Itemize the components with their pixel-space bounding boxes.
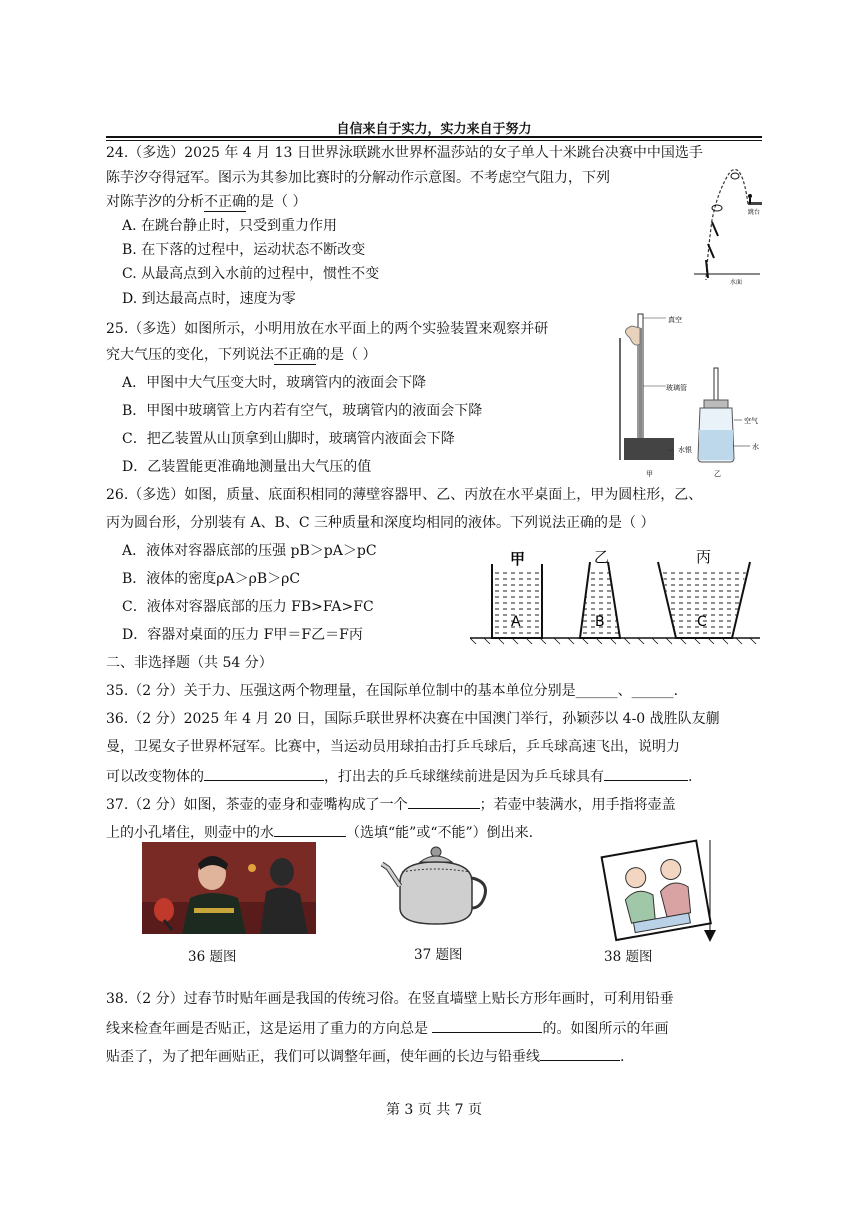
teapot-figure: [380, 842, 490, 932]
q24-option-b: B. 在下落的过程中，运动状态不断改变: [122, 242, 366, 258]
fig36-caption: 36 题图: [188, 949, 237, 965]
fig-yi-label: 乙: [714, 470, 721, 478]
q37-text-end: （选填“能”或“不能”）倒出来.: [346, 825, 534, 841]
q25-text-end: 的是（ ）: [316, 347, 377, 363]
vacuum-label: 真空: [668, 316, 682, 324]
q26-line1: 26.（多选）如图，质量、底面积相同的薄壁容器甲、乙、丙放在水平桌面上，甲为圆柱形，乙、: [106, 487, 703, 503]
q38-blank-2: [540, 1046, 620, 1061]
table-tennis-photo: [142, 842, 316, 934]
q25-line1: 25.（多选）如图所示，小明用放在水平面上的两个实验装置来观察并研: [106, 321, 549, 337]
glass-tube-label: 玻璃管: [666, 384, 687, 392]
q35-line1: 35.（2 分）关于力、压强这两个物理量，在国际单位制中的基本单位分别是______、______.: [106, 683, 679, 699]
new-year-painting-figure: [598, 834, 728, 944]
q26-option-c: C．液体对容器底部的压力 FB>FA>FC: [122, 599, 374, 615]
q36-line1: 36.（2 分）2025 年 4 月 20 日，国际乒联世界杯决赛在中国澳门举行，孙颖莎以 4-0 战胜队友蒯: [106, 711, 720, 727]
fig-yi: 乙: [594, 548, 610, 566]
q37-text-2: 上的小孔堵住，则壶中的水: [106, 825, 274, 841]
q37-text: 37.（2 分）如图，茶壶的壶身和壶嘴构成了一个: [106, 797, 408, 813]
q37-blank-1: [408, 794, 480, 809]
q24-text: 对陈芋汐的分析: [106, 194, 204, 210]
diver-figure: [690, 160, 770, 290]
q25-option-a: A．甲图中大气压变大时，玻璃管内的液面会下降: [122, 375, 427, 391]
q38-line1: 38.（2 分）过春节时贴年画是我国的传统习俗。在竖直墙壁上贴长方形年画时，可利用铅垂: [106, 991, 674, 1007]
q24-option-a: A. 在跳台静止时，只受到重力作用: [122, 218, 338, 234]
fig-jia-label: 甲: [646, 470, 653, 478]
q25-emphasis: 不正确: [274, 347, 316, 363]
air-label: 空气: [744, 417, 758, 425]
q37-line2: [106, 822, 533, 842]
page-number: 第 3 页 共 7 页: [385, 1102, 483, 1118]
q37-text-mid: ；若壶中装满水，用手指将壶盖: [479, 797, 676, 813]
q36-text-end: .: [688, 769, 693, 785]
q26-option-b: B．液体的密度ρA＞ρB＞ρC: [122, 571, 301, 587]
q25-line2: [106, 346, 376, 365]
water-label: 水: [752, 443, 759, 451]
q37-line1: [106, 794, 676, 814]
q25-option-d: D．乙装置能更准确地测量出大气压的值: [122, 459, 372, 475]
q26-option-d: D．容器对桌面的压力 F甲＝F乙＝F丙: [122, 627, 363, 643]
q38-line3: [106, 1046, 624, 1066]
q24-option-d: D. 到达最高点时，速度为零: [122, 291, 296, 307]
fig38-caption: 38 题图: [604, 949, 653, 965]
liquid-c-label: C: [697, 614, 707, 630]
q24-text-end: 的是（ ）: [246, 194, 307, 210]
q24-line2: 陈芋汐夺得冠军。图示为其参加比赛时的分解动作示意图。不考虑空气阻力，下列: [106, 170, 610, 186]
q36-text: 可以改变物体的: [106, 769, 204, 785]
q24-emphasis: 不正确: [204, 194, 246, 210]
q25-option-c: C．把乙装置从山顶拿到山脚时，玻璃管内液面会下降: [122, 431, 455, 447]
q37-blank-2: [274, 822, 346, 837]
platform-label: 跳台: [748, 209, 761, 216]
fig37-caption: 37 题图: [414, 947, 463, 963]
q24-line3: [106, 193, 306, 212]
containers-figure: [470, 546, 760, 646]
page-header-motto: 自信来自于实力，实力来自于努力: [336, 122, 532, 137]
q26-option-a: A．液体对容器底部的压强 pB＞pA＞pC: [122, 543, 377, 559]
q25-text: 究大气压的变化，下列说法: [106, 347, 274, 363]
header-rule: [106, 136, 762, 138]
fig-jia: 甲: [510, 550, 526, 568]
fig-bing: 丙: [696, 548, 712, 566]
liquid-a-label: A: [511, 614, 521, 630]
q36-text-mid: ，打出去的乒乓球继续前进是因为乒乓球具有: [324, 769, 604, 785]
q36-blank-1: [204, 766, 324, 781]
q38-blank-1: [432, 1018, 542, 1033]
barometer-figure: [610, 308, 770, 480]
q24-option-c: C. 从最高点到入水前的过程中，惯性不变: [122, 266, 380, 282]
q38-text: 线来检查年画是否贴正，这是运用了重力的方向总是: [106, 1021, 433, 1037]
water-surface-label: 水面: [730, 279, 743, 286]
header-rule-thin: [106, 140, 762, 141]
q36-line2: 曼，卫冕女子世界杯冠军。比赛中，当运动员用球拍击打乒乓球后，乒乓球高速飞出，说明力: [106, 739, 680, 755]
q36-blank-2: [604, 766, 688, 781]
liquid-b-label: B: [595, 614, 605, 630]
q25-option-b: B．甲图中玻璃管上方内若有空气，玻璃管内的液面会下降: [122, 403, 483, 419]
q24-line1: 24.（多选）2025 年 4 月 13 日世界泳联跳水世界杯温莎站的女子单人十米跳台决赛中中国选手: [106, 145, 703, 161]
q38-text-end: .: [620, 1049, 625, 1065]
q38-text-2: 贴歪了，为了把年画贴正，我们可以调整年画，使年画的长边与铅垂线: [106, 1049, 540, 1065]
q38-text-mid: 的。如图所示的年画: [542, 1021, 669, 1037]
q36-line3: [106, 766, 692, 786]
section-title: 二、非选择题（共 54 分）: [106, 655, 273, 671]
q26-line2: 丙为圆台形，分别装有 A、B、C 三种质量和深度均相同的液体。下列说法正确的是（ ）: [106, 515, 655, 531]
mercury-label: 水银: [678, 446, 692, 454]
q38-line2: [106, 1018, 668, 1038]
